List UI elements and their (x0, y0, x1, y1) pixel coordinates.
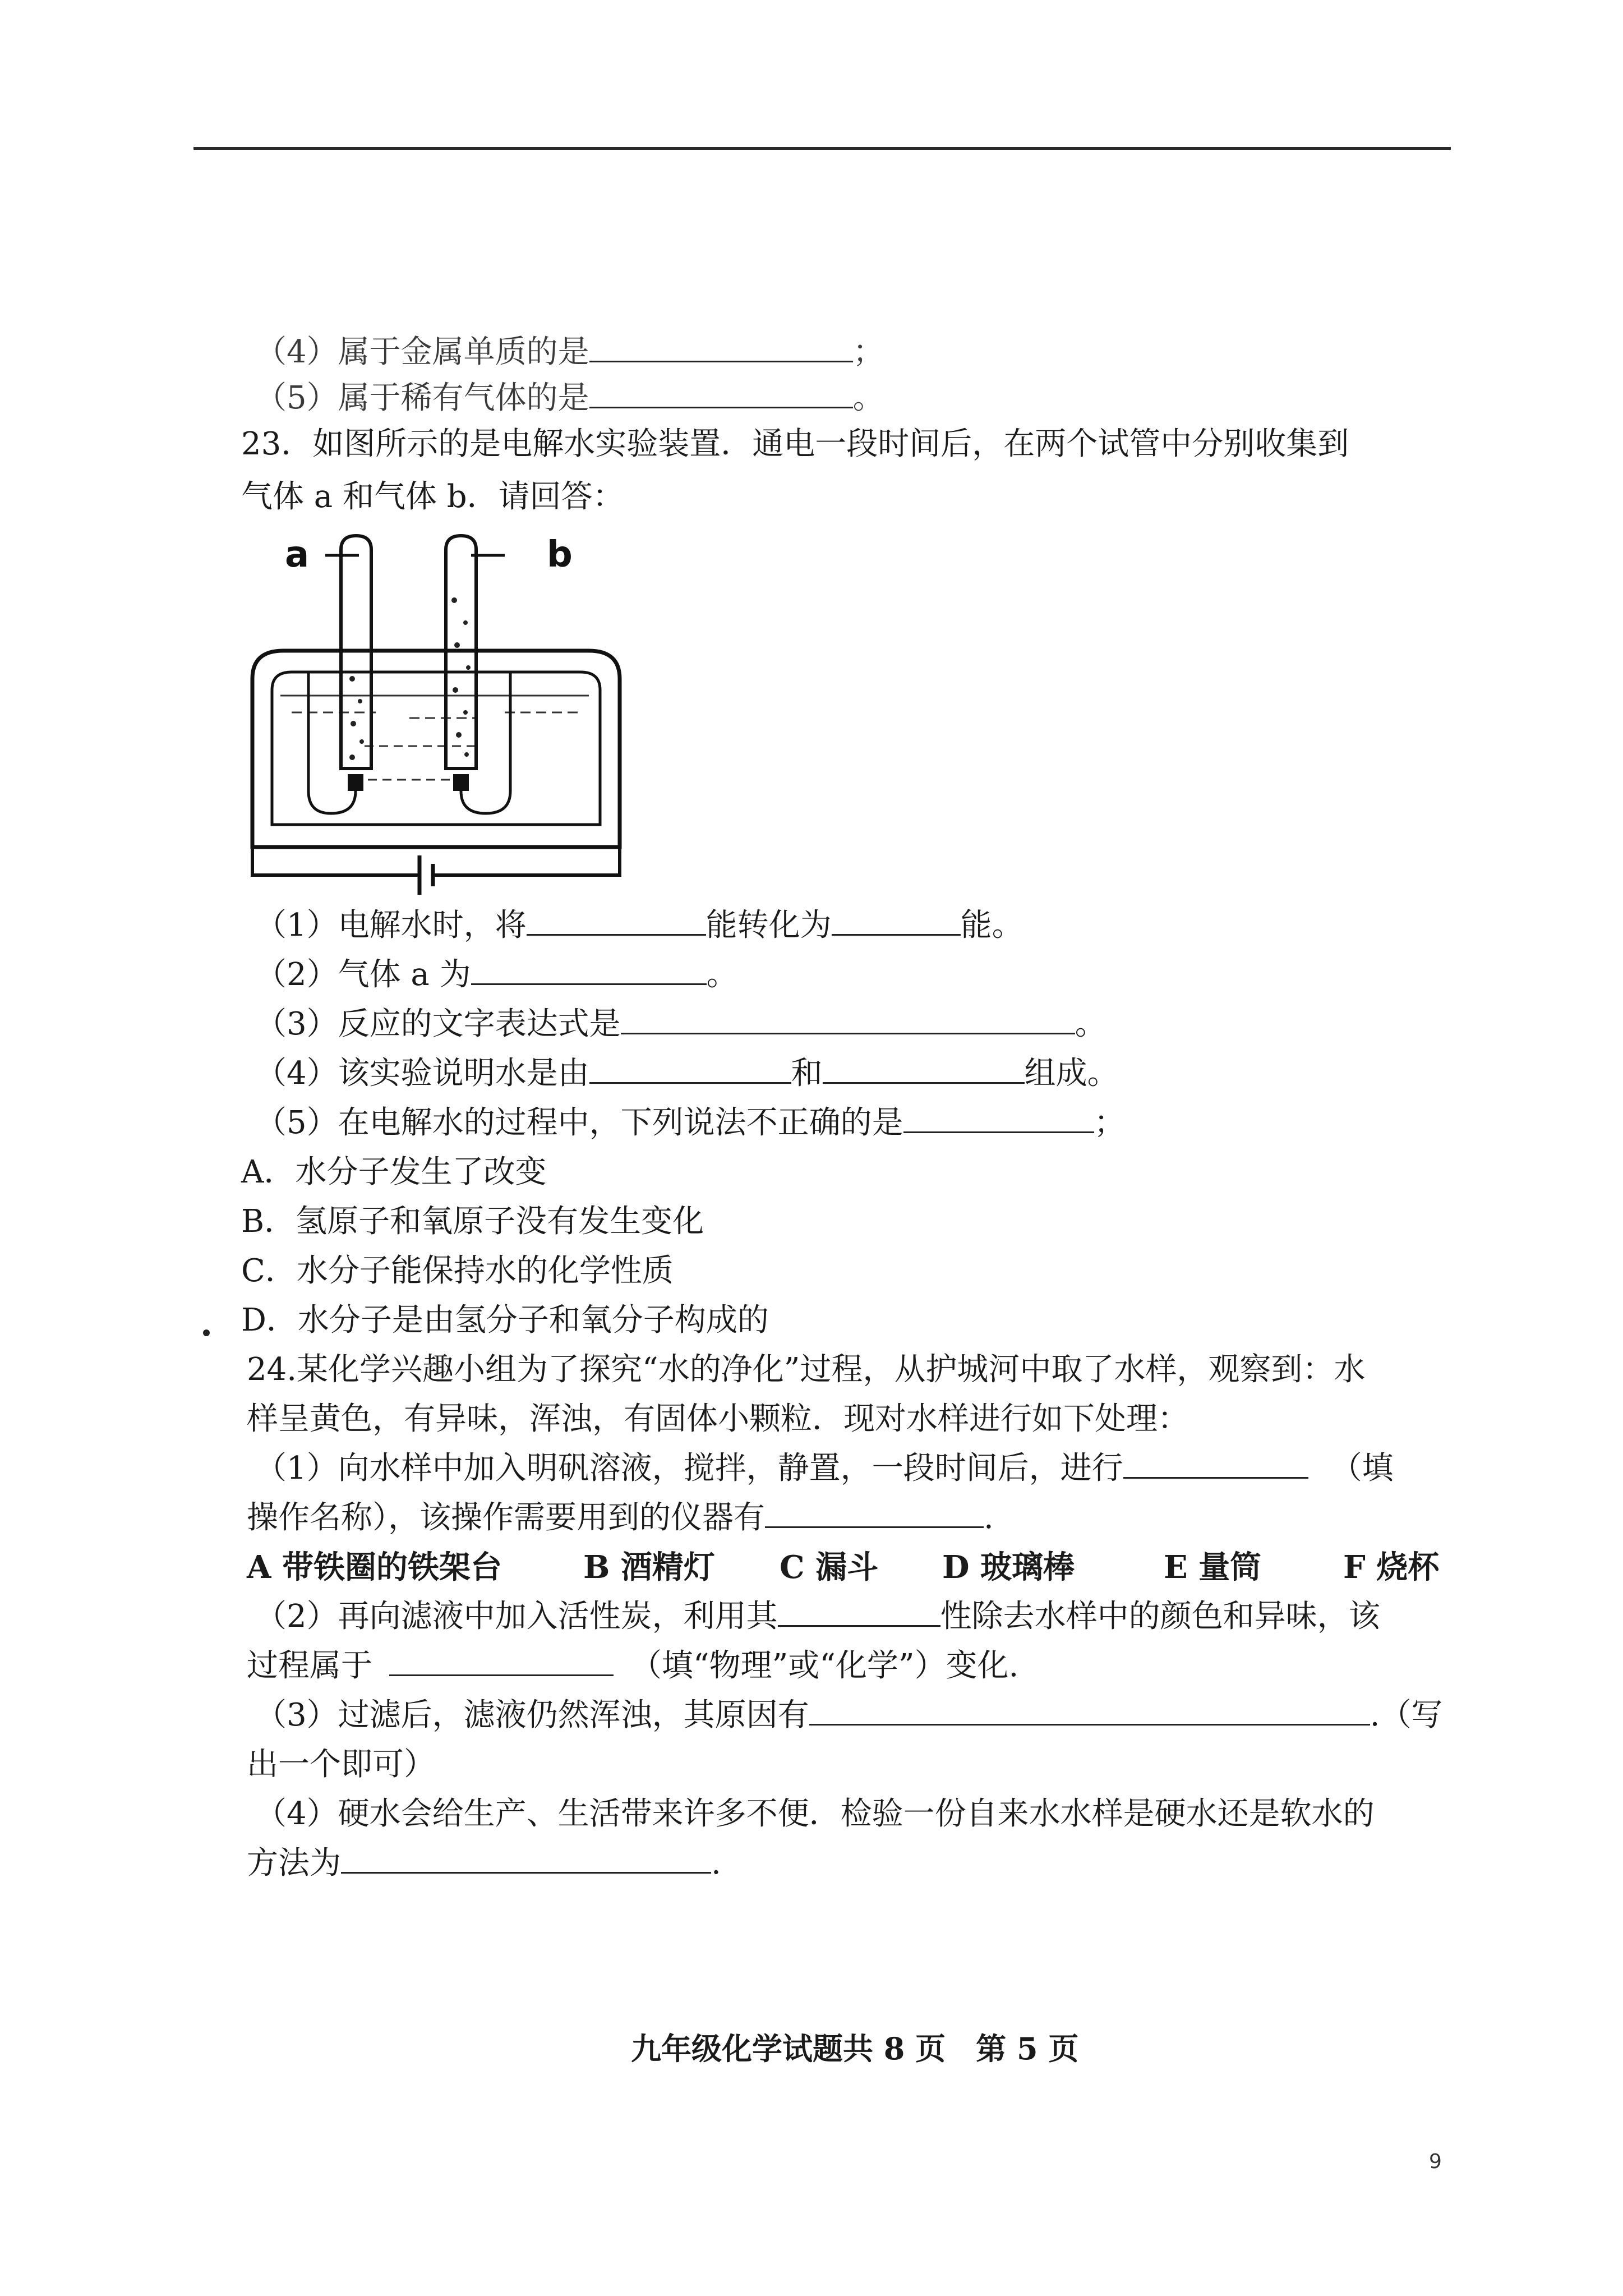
instrument-b[interactable]: B 酒精灯 (583, 1549, 715, 1586)
q23-sub4-blank2[interactable] (823, 1052, 1025, 1084)
q24-sub2 (255, 1594, 1380, 1639)
circuit-wire-left (252, 791, 418, 875)
q23-option-d[interactable]: D．水分子是由氢分子和氧分子构成的 (241, 1302, 769, 1338)
water-surface (280, 696, 589, 780)
q24-sub3 (255, 1693, 1442, 1738)
q23-sub1-text-c: 能。 (960, 907, 1023, 944)
page-number: 9 (1429, 2150, 1442, 2173)
q24-sub4-text-b: 方法为 (247, 1845, 341, 1881)
q23-sub2 (255, 953, 738, 997)
q24-sub2-text-b: 性除去水样中的颜色和异味，该 (940, 1598, 1380, 1635)
q24-sub3-text-b: .（写 (1370, 1697, 1443, 1733)
q23-stem-line1: 23．如图所示的是电解水实验装置．通电一段时间后，在两个试管中分别收集到 (241, 426, 1349, 462)
q23-sub2-text-a: （2）气体 a 为 (255, 956, 471, 993)
q23-sub1-text-b: 能转化为 (706, 907, 832, 944)
gas-bubbles (349, 597, 471, 760)
q24-stem-line2: 样呈黄色，有异味，浑浊，有固体小颗粒．现对水样进行如下处理： (247, 1401, 1189, 1437)
q23-sub5 (255, 1101, 1126, 1145)
q22-item4-end: ； (852, 334, 884, 370)
instrument-f[interactable]: F 烧杯 (1343, 1549, 1440, 1586)
electrode-a (348, 774, 363, 791)
q24-sub4: （4）硬水会给生产、生活带来许多不便．检验一份自来水水样是硬水还是软水的 (255, 1796, 1375, 1832)
q24-sub1-blank2[interactable] (765, 1496, 984, 1528)
q24-instrument-list (247, 1545, 1439, 1590)
q23-sub1-blank2[interactable] (832, 904, 961, 936)
instrument-d[interactable]: D 玻璃棒 (942, 1549, 1075, 1586)
q23-sub2-blank[interactable] (471, 953, 707, 985)
q22-item5-text: （5）属于稀有气体的是 (255, 380, 589, 416)
q24-sub1-text-a: （1）向水样中加入明矾溶液，搅拌，静置，一段时间后，进行 (255, 1450, 1123, 1487)
q24-sub3-cont: 出一个即可） (247, 1746, 435, 1783)
instrument-a[interactable]: A 带铁圈的铁架台 (247, 1549, 502, 1586)
q23-sub3-text-b: 。 (1075, 1006, 1106, 1042)
q23-sub1-text-a: （1）电解水时，将 (255, 907, 527, 944)
q23-sub3-blank[interactable] (621, 1002, 1075, 1034)
q23-sub4-blank1[interactable] (589, 1052, 791, 1084)
q24-stem-line1: 24.某化学兴趣小组为了探究“水的净化”过程，从护城河中取了水样，观察到：水 (247, 1351, 1366, 1388)
q23-sub5-text-b: ； (1094, 1105, 1126, 1141)
q22-item4 (255, 330, 884, 375)
q23-sub1 (255, 903, 1023, 948)
q23-sub4 (255, 1051, 1119, 1096)
q22-item4-blank[interactable] (589, 330, 853, 362)
q24-sub4-cont (247, 1841, 721, 1886)
q24-sub2-blank1[interactable] (778, 1595, 940, 1627)
header-rule (193, 147, 1451, 150)
electrolysis-apparatus-diagram (241, 533, 634, 898)
q22-item5-blank[interactable] (589, 376, 853, 408)
q24-sub4-blank[interactable] (341, 1842, 711, 1874)
q23-sub4-text-b: 和 (791, 1055, 823, 1092)
q24-sub1-text-c: 操作名称），该操作需要用到的仪器有 (247, 1499, 765, 1536)
q22-item5 (255, 376, 884, 421)
q24-sub1 (255, 1446, 1394, 1491)
q24-sub2-text-d: （填“物理”或“化学”）变化. (630, 1648, 1019, 1684)
wire-a-inner (308, 673, 356, 813)
q23-sub3-text-a: （3）反应的文字表达式是 (255, 1006, 621, 1042)
margin-mark-dot (203, 1329, 210, 1336)
q24-sub1-blank1[interactable] (1123, 1447, 1308, 1479)
q23-option-b[interactable]: B．氢原子和氧原子没有发生变化 (241, 1203, 704, 1240)
q24-sub2-cont (247, 1644, 1018, 1688)
wire-b-inner (461, 673, 510, 813)
instrument-e[interactable]: E 量筒 (1164, 1549, 1262, 1586)
q24-sub3-text-a: （3）过滤后，滤液仍然浑浊，其原因有 (255, 1697, 809, 1733)
q23-sub5-text-a: （5）在电解水的过程中，下列说法不正确的是 (255, 1105, 903, 1141)
page-footer: 九年级化学试题共 8 页 第 5 页 (631, 2031, 1079, 2067)
q24-sub1-cont (247, 1496, 994, 1540)
q24-sub2-text-a: （2）再向滤液中加入活性炭，利用其 (255, 1598, 778, 1635)
q24-sub2-blank2[interactable] (389, 1644, 614, 1676)
q23-sub3 (255, 1002, 1106, 1047)
q23-option-c[interactable]: C．水分子能保持水的化学性质 (241, 1253, 674, 1289)
instrument-c[interactable]: C 漏斗 (780, 1549, 879, 1586)
q24-sub3-blank[interactable] (809, 1694, 1370, 1726)
q24-sub4-text-c: . (711, 1845, 721, 1881)
q23-option-a[interactable]: A．水分子发生了改变 (241, 1154, 547, 1190)
tube-label-a: a (285, 534, 310, 576)
q23-sub2-text-b: 。 (706, 956, 738, 993)
q24-sub2-text-c: 过程属于 (247, 1648, 372, 1684)
q23-sub4-text-c: 组成。 (1024, 1055, 1119, 1092)
q22-item4-text: （4）属于金属单质的是 (255, 334, 589, 370)
tube-label-b: b (547, 534, 573, 576)
q23-stem-line2: 气体 a 和气体 b．请回答： (241, 478, 624, 515)
electrode-b (453, 774, 469, 791)
q23-sub5-blank[interactable] (903, 1101, 1094, 1133)
q22-item5-end: 。 (852, 380, 884, 416)
q23-sub1-blank1[interactable] (527, 904, 706, 936)
q24-sub1-text-d: . (984, 1499, 994, 1536)
q23-sub4-text-a: （4）该实验说明水是由 (255, 1055, 589, 1092)
q24-sub1-text-b: （填 (1330, 1450, 1394, 1487)
